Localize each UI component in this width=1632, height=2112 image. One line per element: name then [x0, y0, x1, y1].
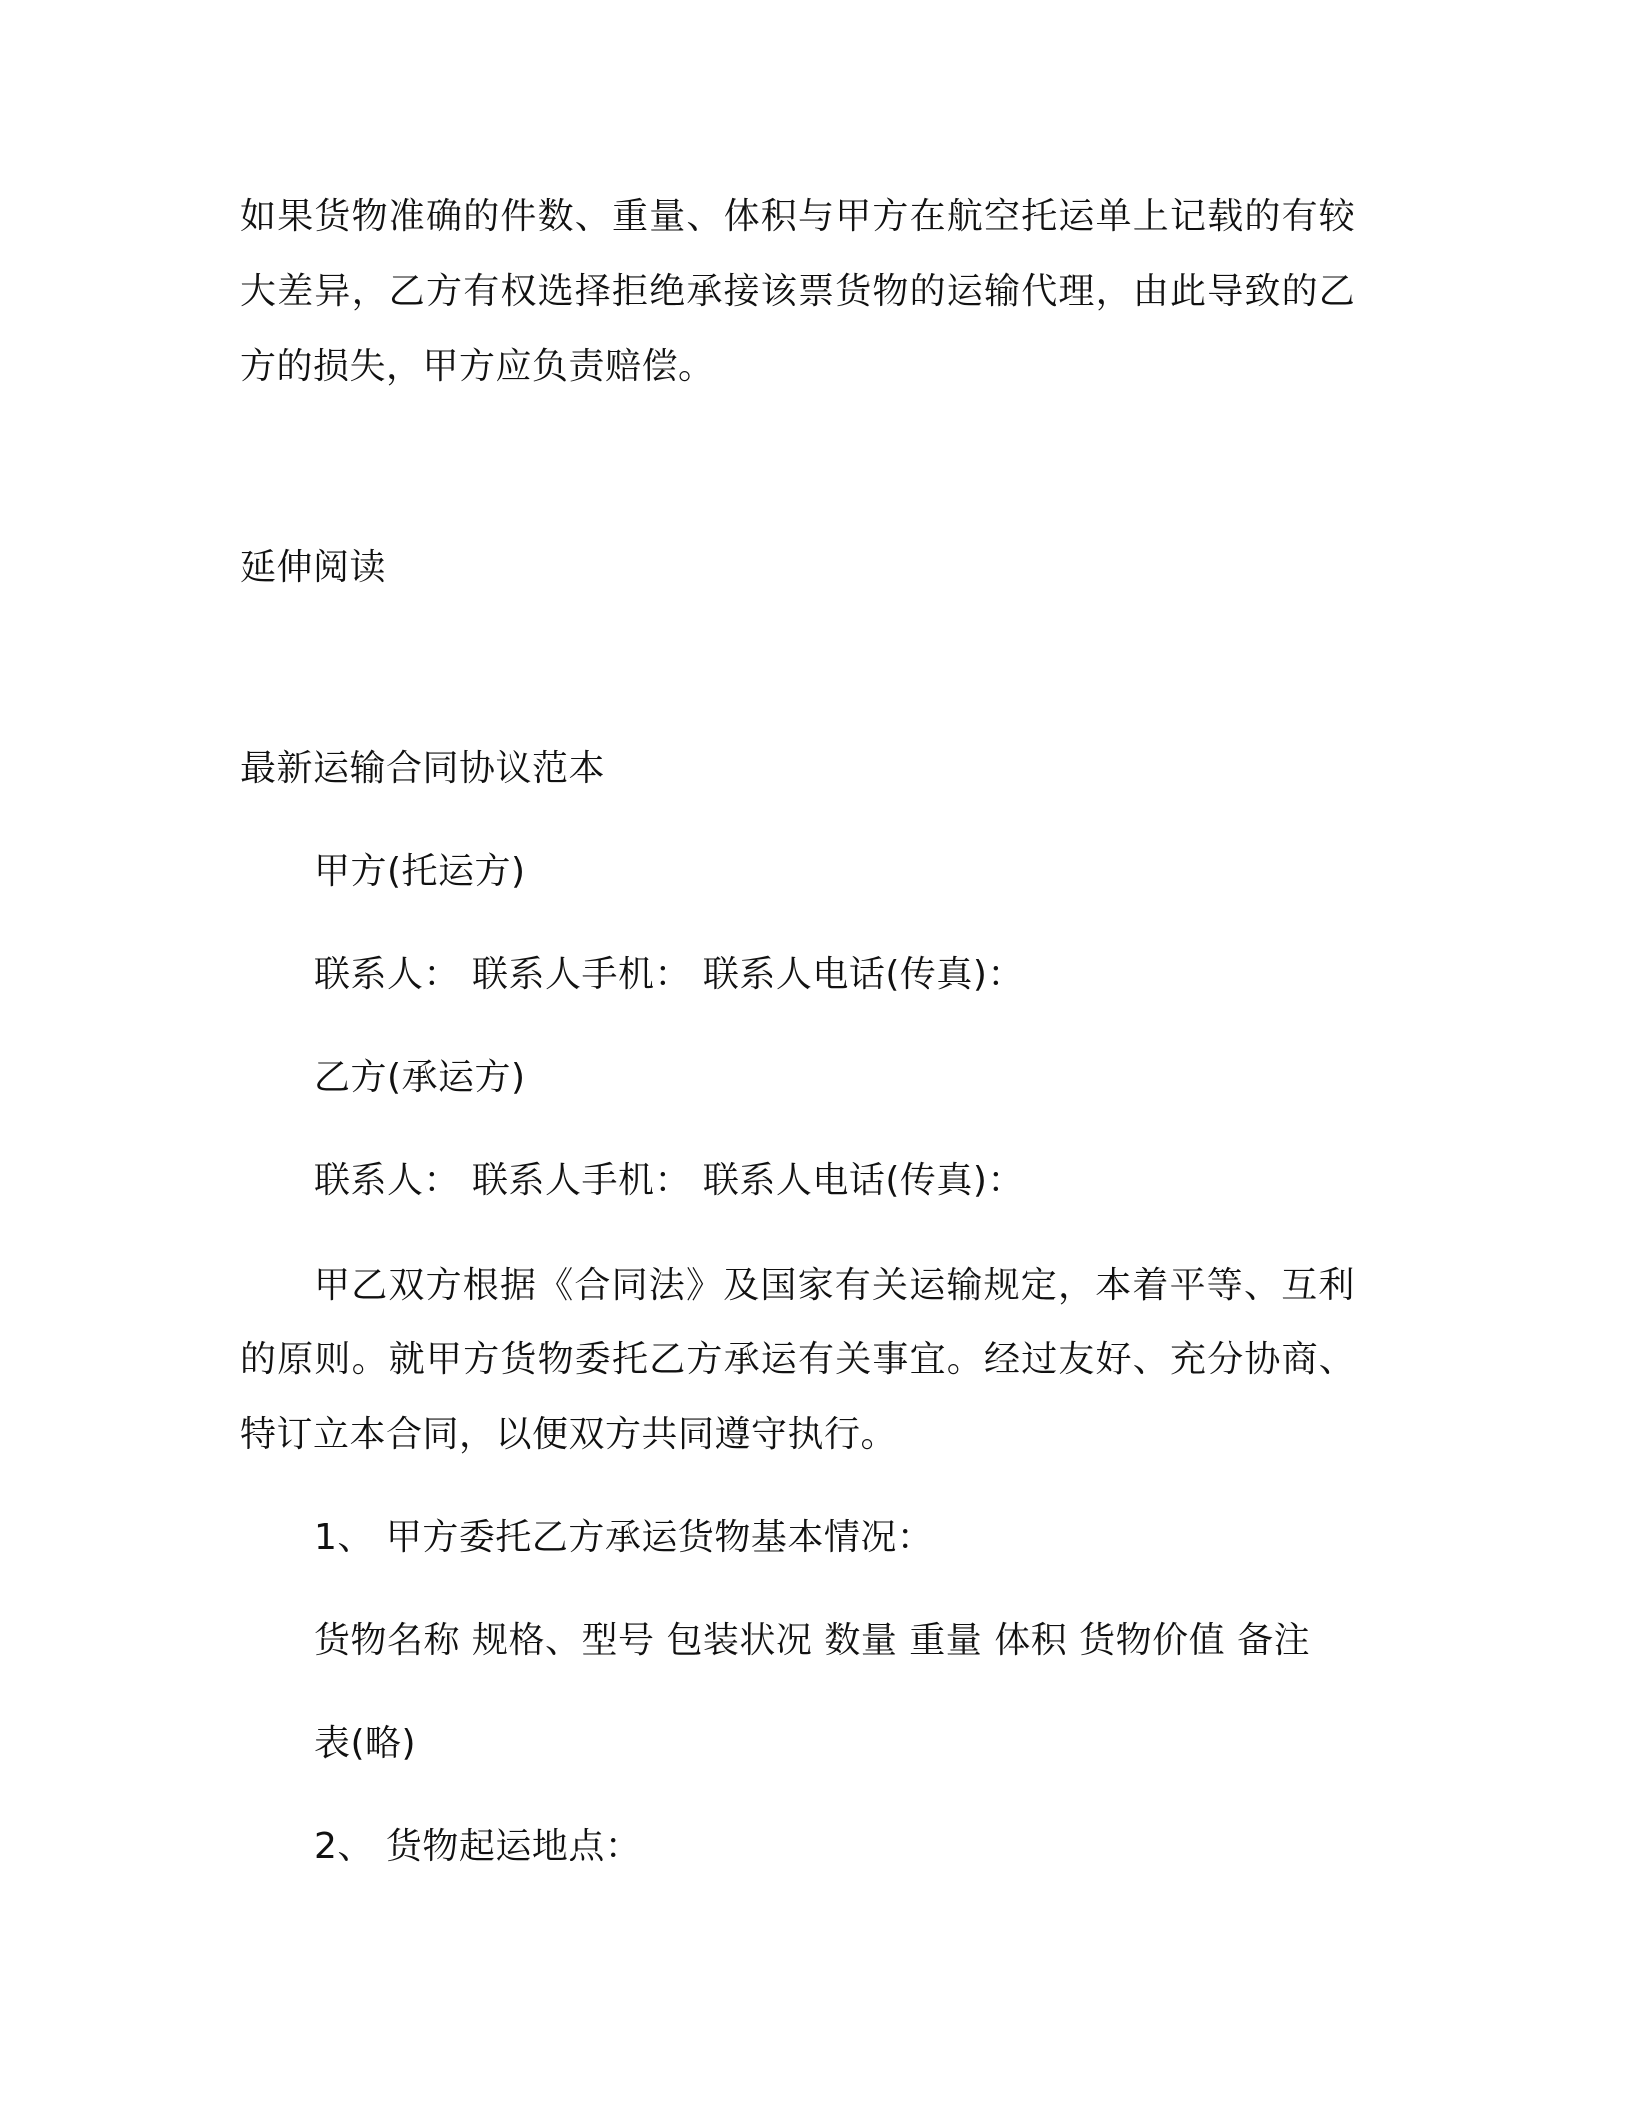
- clause-1: 1、 甲方委托乙方承运货物基本情况：: [314, 1517, 934, 1558]
- preamble-line-2: 的原则。就甲方货物委托乙方承运有关事宜。经过友好、充分协商、: [240, 1339, 1357, 1380]
- extended-reading-heading: 延伸阅读: [240, 547, 387, 588]
- party-b-contact: 联系人： 联系人手机： 联系人电话(传真)：: [314, 1160, 1024, 1201]
- table-note: 表(略): [314, 1723, 417, 1764]
- party-b-label: 乙方(承运方): [314, 1057, 526, 1098]
- paragraph-1-line-1: 如果货物准确的件数、重量、体积与甲方在航空托运单上记载的有较: [240, 196, 1357, 237]
- paragraph-1-line-3: 方的损失，甲方应负责赔偿。: [240, 346, 715, 387]
- preamble-line-1: 甲乙双方根据《合同法》及国家有关运输规定，本着平等、互利: [314, 1265, 1356, 1306]
- preamble-line-3: 特订立本合同，以便双方共同遵守执行。: [240, 1414, 898, 1455]
- goods-table-header: 货物名称 规格、型号 包装状况 数量 重量 体积 货物价值 备注: [314, 1620, 1311, 1661]
- clause-2: 2、 货物起运地点：: [314, 1826, 642, 1867]
- party-a-label: 甲方(托运方): [314, 851, 526, 892]
- party-a-contact: 联系人： 联系人手机： 联系人电话(传真)：: [314, 954, 1024, 995]
- contract-title: 最新运输合同协议范本: [240, 748, 606, 789]
- paragraph-1-line-2: 大差异，乙方有权选择拒绝承接该票货物的运输代理，由此导致的乙: [240, 271, 1357, 312]
